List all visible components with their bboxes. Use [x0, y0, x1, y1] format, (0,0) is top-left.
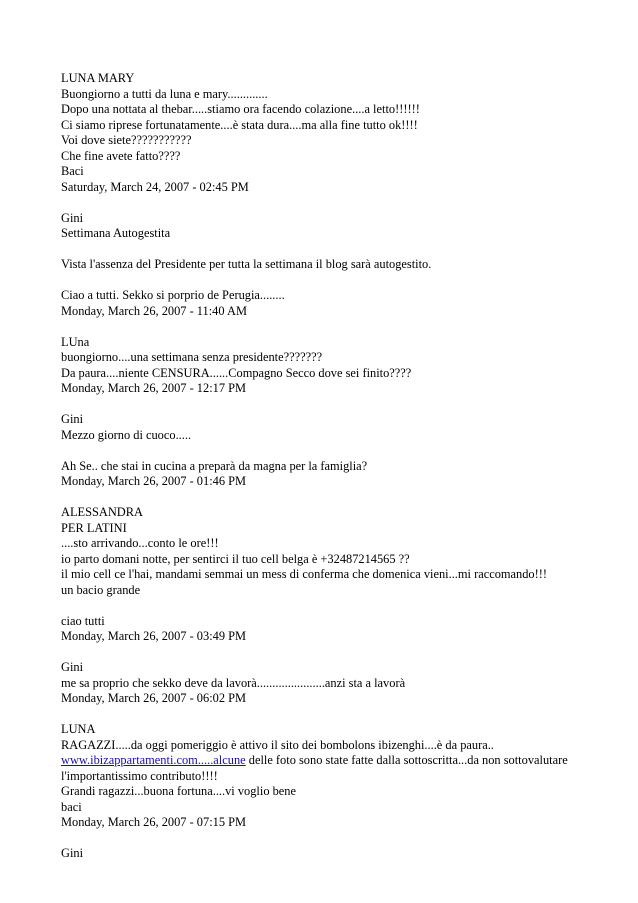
comment-entry [61, 335, 621, 397]
blank-line [61, 273, 621, 289]
comment-line: Grandi ragazzi...buona fortuna....vi voglio bene [61, 784, 296, 798]
blog-comments-page [61, 71, 621, 877]
comment-line: Ci siamo riprese fortunatamente....è stata dura....ma alla fine tutto ok!!!! [61, 117, 418, 132]
comment-timestamp: Monday, March 26, 2007 - 07:15 PM [61, 815, 247, 829]
comment-timestamp: Monday, March 26, 2007 - 11:40 AM [61, 303, 247, 318]
comment-line: me sa proprio che sekko deve da lavorà......................anzi sta a lavorà [61, 675, 406, 690]
comment-line: Che fine avete fatto???? [61, 148, 181, 163]
comment-line: baci [61, 799, 82, 814]
comment-timestamp: Monday, March 26, 2007 - 03:49 PM [61, 629, 247, 643]
blank-line [61, 242, 621, 258]
comment-line: Vista l'assenza del Presidente per tutta la settimana il blog sarà autogestito. [61, 257, 432, 271]
comment-entry [61, 660, 621, 707]
comment-author: LUNA [61, 722, 96, 736]
comment-line-with-link [61, 753, 621, 784]
comment-line-text: delle foto sono state fatte dalla sottoscritta...da non sottovalutare l'importantissimo contributo!!!! [61, 753, 568, 783]
comment-line: Mezzo giorno di cuoco..... [61, 427, 192, 442]
comment-author: LUNA MARY [61, 71, 135, 85]
comment-author: Gini [61, 660, 84, 674]
comment-line: un bacio grande [61, 582, 141, 597]
comment-line: Baci [61, 164, 84, 178]
comment-line: Ah Se.. che stai in cucina a preparà da magna per la famiglia? [61, 458, 368, 473]
blank-line [61, 443, 621, 459]
comment-line: RAGAZZI.....da oggi pomeriggio è attivo il sito dei bombolons ibizenghi....è da paura.. [61, 737, 494, 752]
comment-line: Ciao a tutti. Sekko si porprio de Perugia........ [61, 288, 285, 302]
comment-entry [61, 71, 621, 195]
comment-timestamp: Saturday, March 24, 2007 - 02:45 PM [61, 179, 249, 194]
comment-author: Gini [61, 846, 84, 860]
comment-line: PER LATINI [61, 520, 127, 535]
blank-line [61, 598, 621, 614]
comment-timestamp: Monday, March 26, 2007 - 12:17 PM [61, 381, 247, 395]
comment-author: Gini [61, 210, 84, 225]
comment-timestamp: Monday, March 26, 2007 - 06:02 PM [61, 691, 247, 705]
comment-entry [61, 846, 621, 862]
comment-line: Buongiorno a tutti da luna e mary............. [61, 86, 268, 101]
comment-line: il mio cell ce l'hai, mandami semmai un mess di conferma che domenica vieni...mi raccomando!!! [61, 567, 547, 581]
comment-author: Gini [61, 412, 84, 426]
comment-line: io parto domani notte, per sentirci il tuo cell belga è +32487214565 ?? [61, 551, 410, 566]
comment-line: buongiorno....una settimana senza presidente??????? [61, 350, 323, 364]
comment-author: ALESSANDRA [61, 505, 143, 519]
comment-line: ....sto arrivando...conto le ore!!! [61, 536, 219, 550]
comment-entry [61, 412, 621, 490]
comment-entry [61, 505, 621, 645]
comment-entry [61, 722, 621, 831]
comment-timestamp: Monday, March 26, 2007 - 01:46 PM [61, 474, 247, 488]
comment-line: Da paura....niente CENSURA......Compagno Secco dove sei finito???? [61, 365, 412, 380]
ibizappartamenti-link[interactable]: www.ibizappartamenti.com.....alcune [61, 753, 246, 767]
comment-line: Settimana Autogestita [61, 226, 171, 240]
comment-line: Voi dove siete??????????? [61, 133, 192, 147]
comment-entry [61, 211, 621, 320]
comment-author: LUna [61, 334, 90, 349]
comment-line: Dopo una nottata al thebar.....stiamo ora facendo colazione....a letto!!!!!! [61, 102, 420, 116]
comment-line: ciao tutti [61, 613, 105, 628]
